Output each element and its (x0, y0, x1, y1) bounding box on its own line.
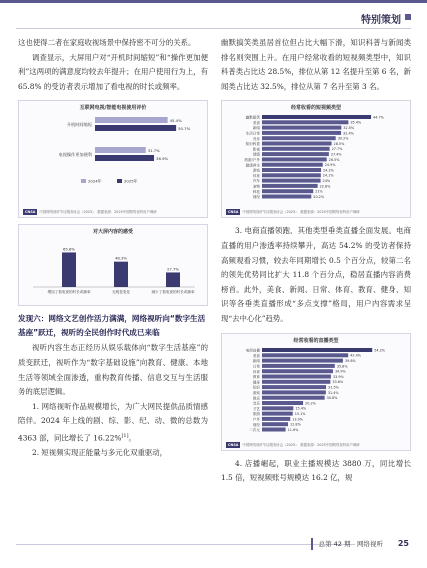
bar (262, 416, 290, 420)
bar (262, 395, 325, 399)
category-label: 旅游/户外 (244, 158, 260, 163)
category-label: 电商直播 (245, 348, 260, 353)
chart-title: 互联网电视/智能电视使用评价 (79, 105, 147, 112)
data-label: 12.8% (290, 422, 301, 427)
data-label: 20.2% (305, 400, 316, 405)
data-label: 22.8% (319, 184, 331, 189)
bar (262, 358, 343, 362)
bar (95, 125, 176, 131)
bar (262, 190, 313, 194)
bar (114, 262, 128, 287)
bar (166, 273, 180, 288)
category-label: 新闻 (252, 358, 260, 363)
bar (62, 253, 76, 288)
data-label: 24.2% (323, 168, 334, 173)
right-column (221, 36, 411, 486)
bar (262, 422, 288, 426)
figure-source: CNSA 中国网络视听节目服务协会（2025） 数据来源：2025中国网络视听用户调研 (25, 210, 157, 215)
data-label: 44.7% (373, 115, 384, 120)
bar (262, 379, 330, 383)
top-rule (0, 0, 427, 3)
category-label: 日常 (252, 364, 260, 369)
data-label: 48.3% (114, 256, 128, 262)
section-heading-6: 发现六：网络文艺创作活力满满，网络视听向“数字生活基座”跃迁，视听的全民创作时代成已来临 (18, 314, 206, 337)
data-label: 35.8% (336, 363, 348, 368)
data-label: 32.4% (343, 131, 354, 136)
category-label: 体育 (252, 174, 260, 179)
figure-tv-evaluation (18, 100, 208, 218)
cnsa-logo: CNSA (25, 210, 36, 215)
left-column (18, 36, 208, 461)
bar (262, 115, 371, 119)
chart-live-types (222, 346, 410, 444)
legend-label: 2025年 (124, 178, 138, 184)
category-label: 财经 (252, 422, 260, 427)
chart-title: 经常收看的直播类型 (293, 337, 339, 344)
bar (95, 155, 154, 161)
category-label: 幽默搞笑 (245, 115, 260, 120)
category-label: 美食 (252, 121, 260, 126)
right-paragraph-1: 幽默搞笑类虽居首位但占比大幅下滑，知识科普与新闻类排名则突围上升。在用户经常收看的短视频类型中，知识科普类占比达 28.5%，排位从第 12 名提升至第 6 名，新闻类占比达 32.5%，排位从第 7 名升至第 3 名。 (221, 38, 411, 91)
bar (262, 348, 372, 352)
data-label: 30.8% (326, 395, 338, 400)
data-label: 24% (322, 179, 331, 184)
cnsa-logo: CNSA (228, 442, 239, 447)
figure-screen-feeling (18, 224, 208, 306)
legend-swatch (117, 179, 122, 183)
data-label: 27.4% (330, 152, 342, 157)
bar (262, 142, 332, 146)
data-label: 31.4% (327, 390, 339, 395)
bar (262, 401, 303, 405)
cnsa-logo: CNSA (228, 210, 239, 215)
category-label: 旅游 (252, 411, 260, 416)
section-label: 特别策划 (361, 15, 401, 26)
chart-screen-feeling (19, 237, 207, 301)
footer-rule (16, 544, 355, 545)
bar (262, 126, 341, 130)
bar (262, 353, 348, 357)
category-label: 美食 (252, 353, 260, 358)
data-label: 34.9% (334, 369, 346, 374)
bar (262, 163, 323, 167)
left-paragraph-3: 视听内容生态正经历从娱乐载体向“数字生活基座”的质变跃迁，视听作为“数字基础设施”向教育、健康、本地生活等领域全面渗透，重构教育传播、信息交互与生活服务的底层逻辑。 (18, 343, 208, 397)
right-paragraph-3: 4. 店播崛起，职业主播规模达 3880 万，同比增长 1.5 倍，短视频账号规模达 16.2 亿，规 (221, 458, 411, 483)
page-footer (0, 536, 427, 556)
bar (262, 363, 335, 367)
left-paragraph-1: 这也使得二者在家庭收视场景中保持密不可分的关系。 (18, 38, 196, 47)
figure-live-types (221, 333, 411, 451)
category-label: 电视操作更加便利 (58, 152, 92, 158)
bar (95, 117, 168, 123)
bar (262, 174, 321, 178)
data-label: 31.5% (328, 385, 339, 390)
bar (262, 385, 326, 389)
data-label: 15.4% (295, 406, 307, 411)
category-label: 知识 (252, 385, 260, 390)
data-label: 20.2% (313, 195, 325, 200)
category-label: 音乐 (252, 401, 260, 406)
data-label: 27.7% (166, 266, 180, 272)
data-label: 42.4% (350, 353, 361, 358)
bar (262, 374, 331, 378)
bar (262, 406, 293, 410)
data-label: 33.6% (332, 379, 344, 384)
left-paragraph-5: 2. 短视频实现正能量与多元化双重驱动， (32, 448, 168, 457)
category-label: 健康养生 (245, 163, 260, 168)
data-label: 45.4% (169, 118, 182, 124)
bar (262, 195, 311, 199)
figure-source: CNSA 中国网络视听节目服务协会（2025） 数据来源：2025中国网络视听用户调研 (228, 442, 360, 447)
category-label: 宠物 (252, 184, 260, 189)
category-label: 游戏 (252, 390, 260, 395)
bar (262, 168, 321, 172)
bar (262, 137, 336, 141)
category-label: 无明显变化 (112, 290, 130, 295)
legend-label: 2024年 (88, 178, 102, 184)
bar (262, 152, 329, 156)
bar (262, 158, 327, 162)
data-label: 13.9% (292, 416, 304, 421)
category-label: 户外 (252, 417, 260, 422)
category-label: 二次元 (249, 427, 260, 432)
bar (262, 131, 341, 135)
figure-source: CNSA 中国网络视听节目服务协会（2025） 数据来源：2025中国网络视听用户调研 (228, 210, 360, 215)
data-label: 54.2% (374, 347, 385, 352)
footnote-ref[interactable]: [1] (121, 432, 129, 439)
category-label: 财经 (252, 195, 260, 200)
category-label: 科技 (252, 190, 260, 195)
legend-swatch (81, 179, 86, 183)
category-label: 娱乐 (252, 395, 260, 400)
data-label: 32.5% (343, 126, 355, 131)
data-label: 28.5% (333, 142, 345, 147)
data-label: 21% (315, 189, 323, 194)
bar (262, 121, 348, 125)
page-number: 25 (397, 539, 409, 548)
data-label: 39.8% (344, 358, 356, 363)
data-label: 26.5% (328, 158, 340, 163)
left-paragraph-2: 调查显示，大屏用户对“开机时间缩短”和“操作更加便利”这两项的满意度均较去年提升；在用户使用行为上，有 65.8% 的受访者表示增加了看电视的时长或频率。 (18, 52, 208, 91)
right-paragraph-2: 3. 电商直播领跑、其他类型垂类直播全面发展。电商直播的用户渗透率持续攀升，高达 54.2% 的受访者保持高频观看习惯，较去年同期增长 0.5 个百分点，较第二名的领先优势同比扩大 11.8 个百分点，稳居直播内容消费榜首。此外，美食、新闻、日常、体育、教育、健身、知识等各垂类直播形成“多点支撑”格局，用户内容需求呈现“去中心化”趋势。 (221, 226, 411, 323)
bar (95, 147, 146, 153)
chart-title: 对大屏内容的感受 (92, 229, 133, 236)
left-paragraph-4: 1. 网络视听作品规模增长，为广大网民提供品质情感陪伴。2024 年上线的剧、综、影、纪、动、微的总数为 4363 部，同比增长了 16.22%[1]。 (18, 401, 208, 443)
bar (262, 427, 286, 431)
bar (262, 411, 293, 415)
chart-title: 经常收看的短视频类型 (290, 105, 341, 112)
category-label: 增加了看电视的时长或频率 (47, 290, 91, 295)
issue-label: 总第 42 期 网络视听 (311, 538, 383, 550)
bar (262, 179, 321, 183)
data-label: 24.9% (324, 163, 336, 168)
data-label: 50.7% (178, 126, 191, 132)
data-label: 15.1% (294, 411, 306, 416)
header-divider (16, 28, 411, 29)
category-label: 开机时间缩短 (66, 122, 92, 128)
category-label: 教育 (252, 374, 260, 379)
figure-short-video-types (221, 100, 411, 218)
category-label: 新闻 (252, 126, 260, 131)
category-label: 游戏 (252, 168, 260, 173)
category-label: 知识科普 (245, 142, 260, 147)
data-label: 65.8% (62, 246, 76, 252)
category-label: 体育 (252, 369, 260, 374)
data-label: 35.4% (350, 121, 362, 126)
data-label: 30.2% (337, 136, 349, 141)
bar (262, 147, 330, 151)
data-label: 24.1% (322, 174, 334, 179)
category-label: 影视 (252, 147, 260, 152)
data-label: 11.6% (287, 427, 299, 432)
category-label: 健身 (252, 379, 260, 384)
chart-short-video-types (222, 113, 410, 211)
category-label: 生活日常 (245, 131, 260, 136)
data-label: 27.7% (331, 147, 343, 152)
bar (262, 369, 333, 373)
section-square-icon (405, 14, 411, 20)
data-label: 33.9% (332, 374, 344, 379)
category-label: 汽车 (252, 179, 260, 184)
category-label: 音乐 (252, 137, 260, 142)
category-label: 减少了看电视的时长或频率 (151, 290, 195, 295)
data-label: 31.7% (147, 148, 160, 154)
data-label: 36.9% (156, 156, 169, 162)
bar (262, 184, 318, 188)
bar (262, 390, 326, 394)
category-label: 才艺 (252, 406, 260, 411)
category-label: 情感 (252, 153, 260, 158)
chart-tv-evaluation (19, 113, 207, 211)
